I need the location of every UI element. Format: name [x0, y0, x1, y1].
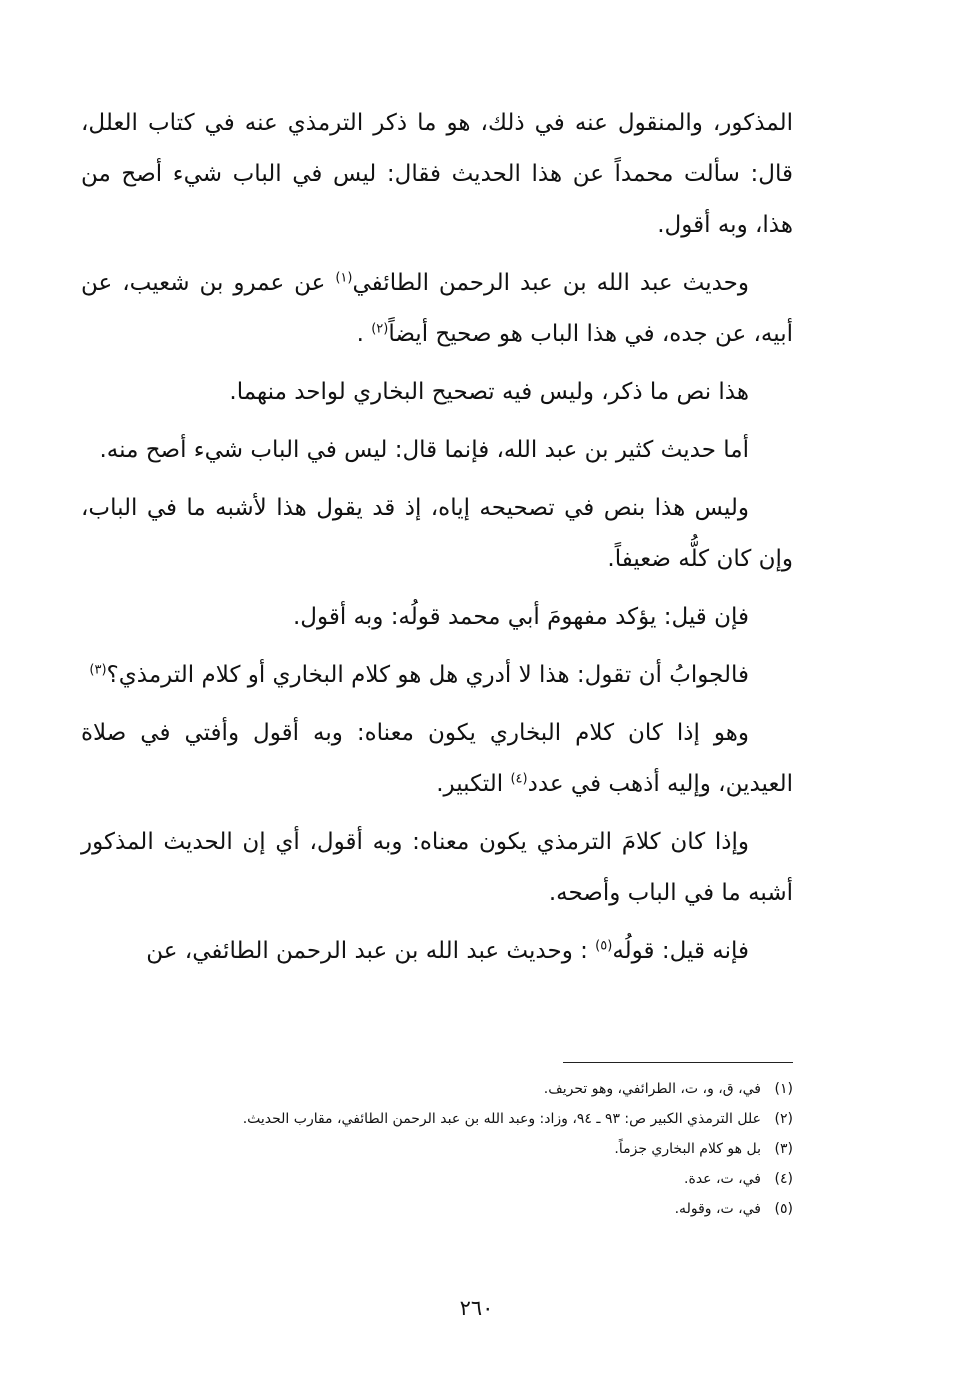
paragraph: [81, 817, 793, 919]
footnote-text: علل الترمذي الكبير ص: ٩٣ ـ ٩٤، وزاد: وعبد الله بن عبد الرحمن الطائفي، مقارب الحديث.: [242, 1111, 761, 1127]
paragraph: [81, 926, 793, 977]
footnote-number: (٢): [774, 1111, 793, 1127]
page-number: ٢٦٠: [459, 1296, 494, 1320]
paragraph-text: هذا نص ما ذكر، وليس فيه تصحيح البخاري لواحد منهما.: [229, 379, 749, 405]
paragraph: [81, 258, 793, 360]
footnote-reference: (٢): [371, 321, 389, 337]
footnote-text: في، ت، عدة.: [684, 1171, 761, 1187]
paragraph: [81, 98, 793, 251]
paragraph-text: وإذا كان كلامَ الترمذي يكون معناه: وبه أقول، أي إن الحديث المذكور أشبه ما في الباب وأصحه.: [81, 829, 793, 906]
paragraph: [81, 650, 793, 701]
footnote: [81, 1164, 793, 1194]
paragraph-text-continued: عن عمرو بن شعيب، عن أبيه، عن جده، في هذا الباب هو صحيح أيضاً: [81, 270, 793, 347]
footnote: [81, 1104, 793, 1134]
paragraph-text: فإنه قيل: قولُه: [612, 938, 749, 964]
paragraph-text: المذكور، والمنقول عنه في ذلك، هو ما ذكر الترمذي عنه في كتاب العلل، قال: سألت محمداً عن هذا الحديث فقال: ليس في الباب شيء أصح من هذا، وبه أقول.: [81, 110, 793, 238]
paragraph: [81, 367, 793, 418]
footnote: [81, 1194, 793, 1224]
paragraph-text: فالجوابُ أن تقول: هذا لا أدري هل هو كلام البخاري أو كلام الترمذي؟: [106, 662, 749, 688]
paragraph: [81, 425, 793, 476]
paragraph-text: وليس هذا بنص في تصحيحه إياه، إذ قد يقول هذا لأشبه ما في الباب، وإن كان كلُّه ضعيفاً.: [81, 495, 793, 572]
paragraph: [81, 592, 793, 643]
footnote-number: (٥): [774, 1201, 793, 1217]
paragraph-text: وحديث عبد الله بن عبد الرحمن الطائفي: [352, 270, 749, 296]
paragraph-text-continued: .: [356, 321, 372, 347]
footnote-number: (٣): [774, 1141, 793, 1157]
footnote-reference: (٥): [595, 938, 613, 954]
footnote-number: (٤): [774, 1171, 793, 1187]
footnote-text: في، ت، وقوله.: [674, 1201, 761, 1217]
footnotes: [81, 1074, 793, 1224]
footnote-number: (١): [774, 1081, 793, 1097]
footnote-reference: (١): [335, 270, 353, 286]
footnote-reference: (٤): [510, 771, 528, 787]
paragraph-text: أما حديث كثير بن عبد الله، فإنما قال: ليس في الباب شيء أصح منه.: [99, 437, 749, 463]
paragraph: [81, 483, 793, 585]
footnote: [81, 1074, 793, 1104]
paragraph-text: فإن قيل: يؤكد مفهومَ أبي محمد قولُه: وبه أقول.: [292, 604, 749, 630]
paragraph: [81, 708, 793, 810]
paragraph-text-continued: : وحديث عبد الله بن عبد الرحمن الطائفي، عن: [146, 938, 596, 964]
footnote-text: في، ق، و، ت، الطرائفي، وهو تحريف.: [543, 1081, 761, 1097]
paragraph-text: وهو إذا كان كلام البخاري يكون معناه: وبه أقول وأفتي في صلاة العيدين، وإليه أذهب في عدد: [81, 720, 793, 797]
paragraph-text-continued: التكبير.: [436, 771, 511, 797]
main-text: [81, 98, 793, 984]
footnote-reference: (٣): [89, 662, 107, 678]
footnote: [81, 1134, 793, 1164]
footnote-text: بل هو كلام البخاري جزماً.: [614, 1141, 761, 1157]
footnote-separator: [563, 1062, 793, 1063]
